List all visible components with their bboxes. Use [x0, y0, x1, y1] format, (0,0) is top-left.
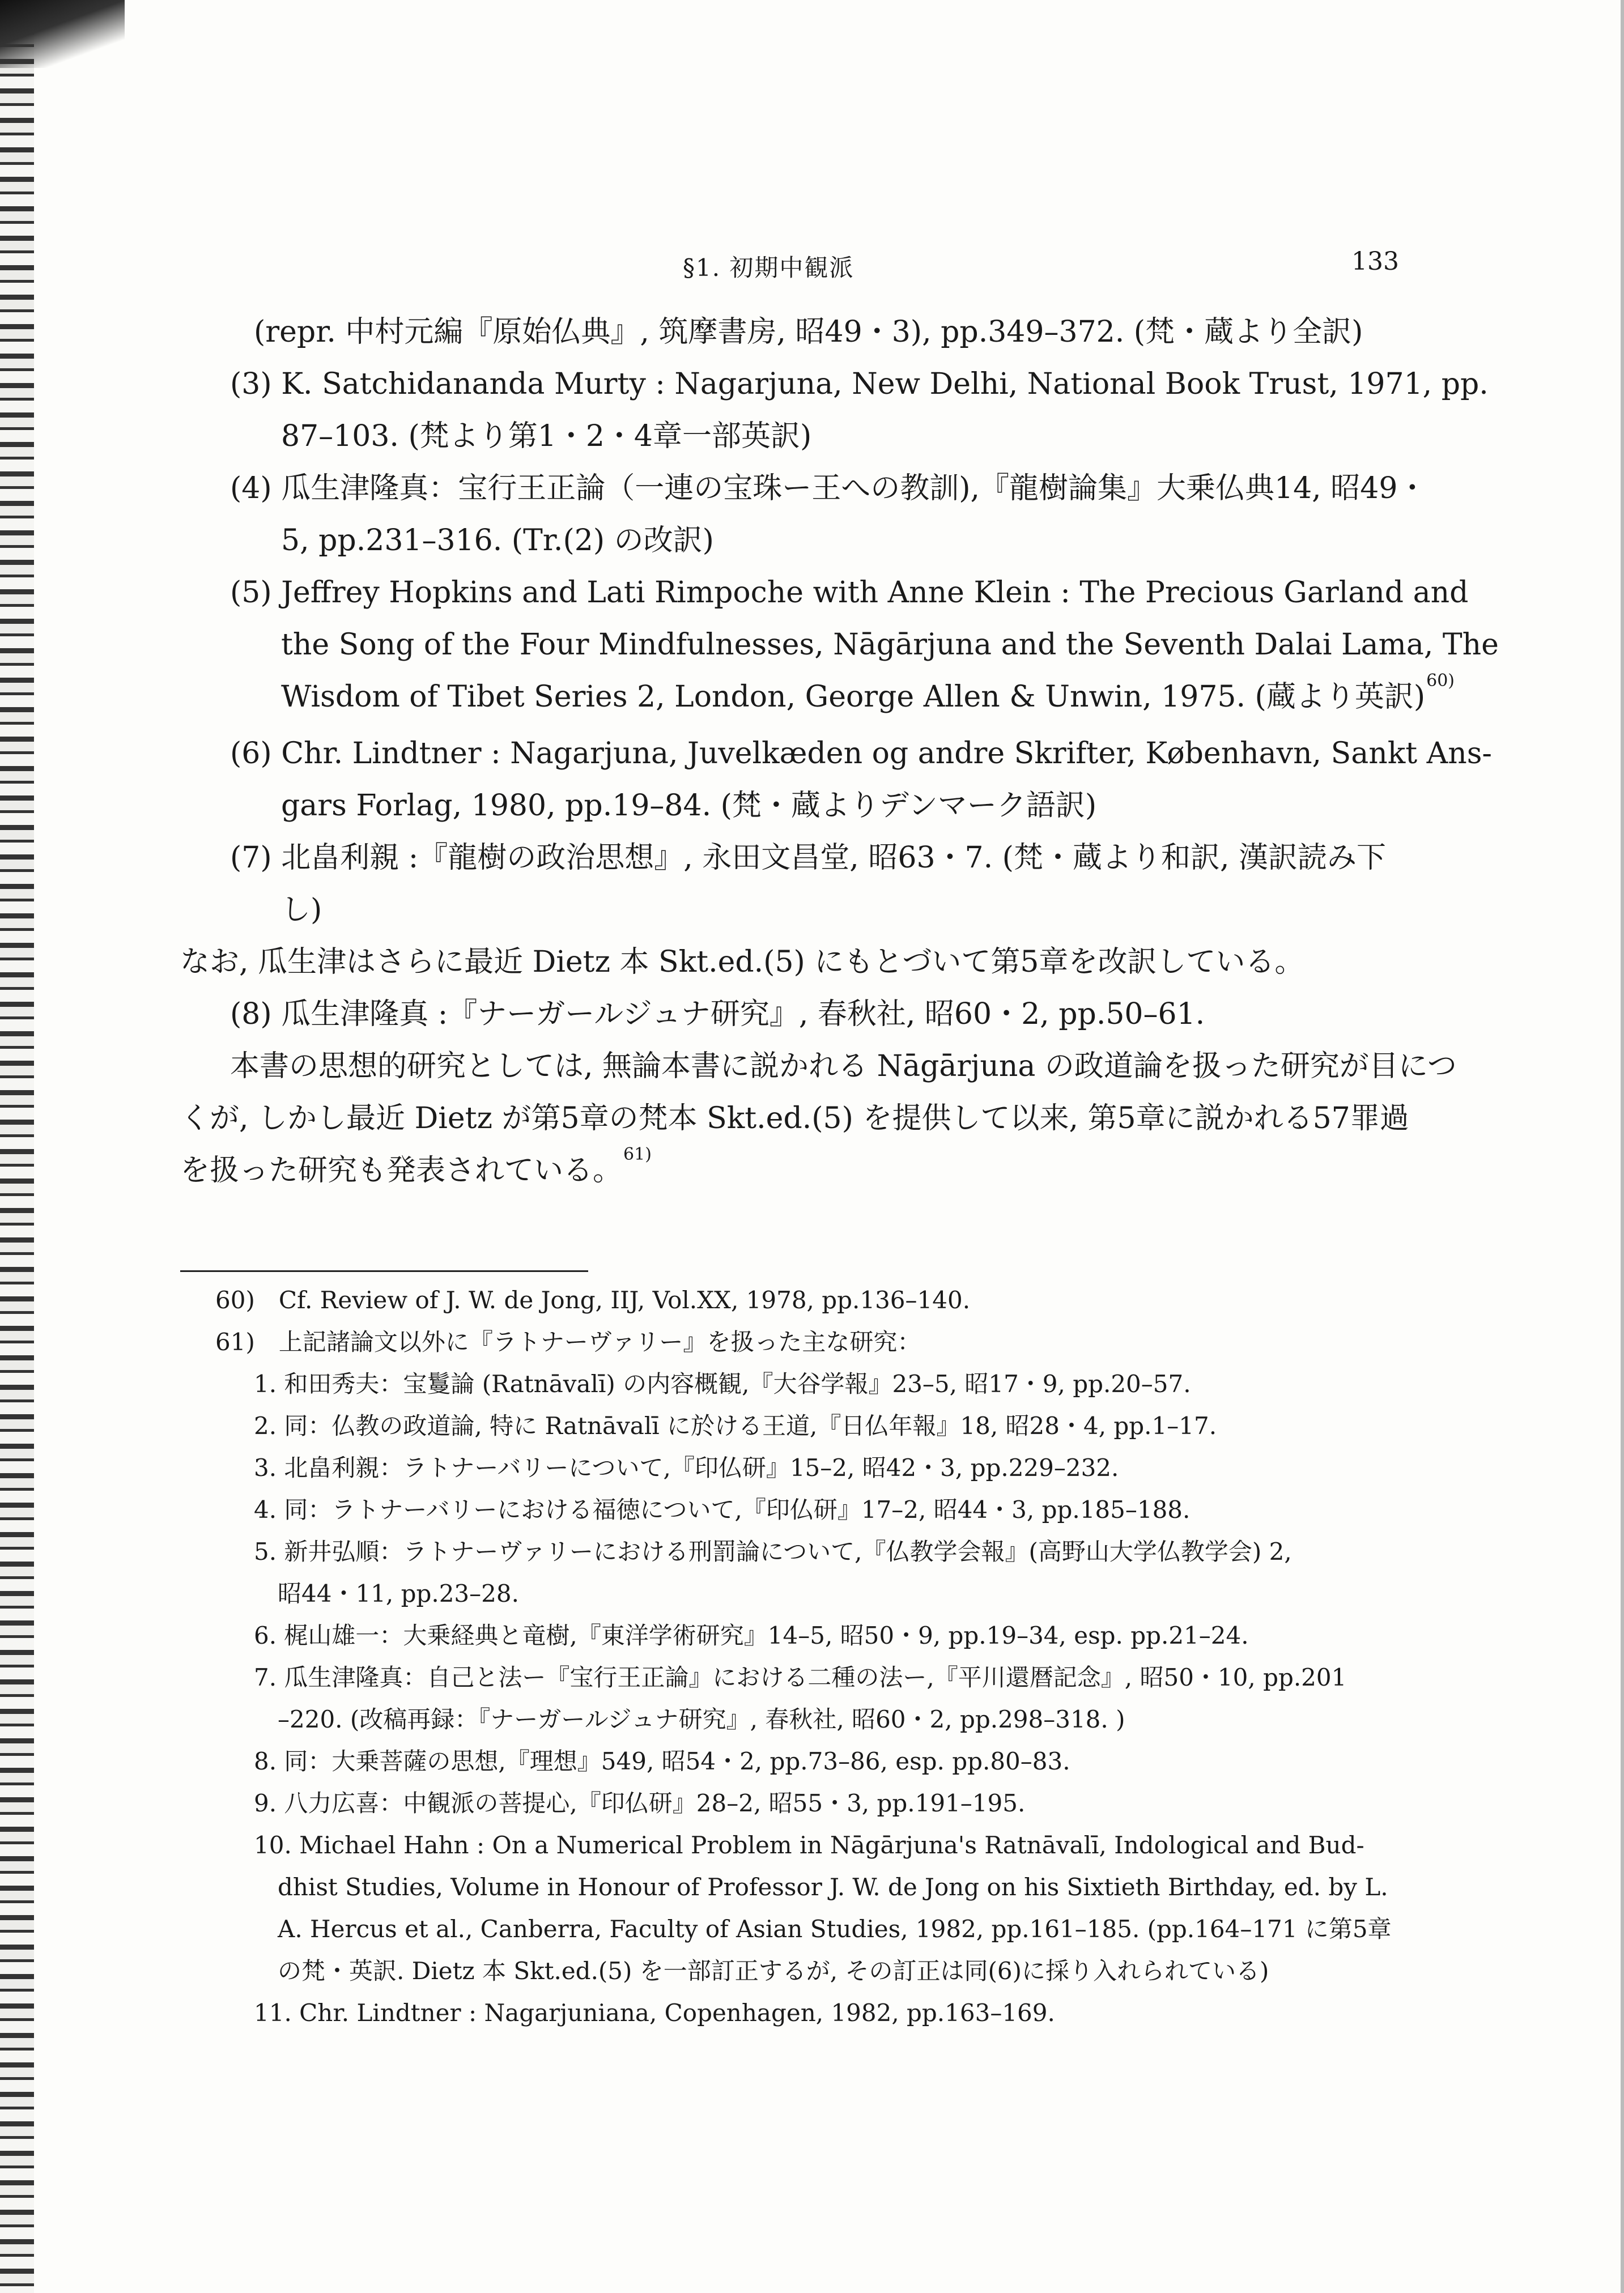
footnote-61-item-cont: A. Hercus et al., Canberra, Faculty of Asian Studies, 1982, pp.161–185. (pp.164–171 に第5章	[278, 1915, 1392, 1943]
footnote-61-item: 9. 八力広喜：中観派の菩提心,『印仏研』28–2, 昭55・3, pp.191–195.	[254, 1789, 1026, 1817]
running-head: §1. 初期中観派	[683, 254, 854, 282]
page-number: 133	[1351, 247, 1399, 276]
footnote-61-item: 11. Chr. Lindtner : Nagarjuniana, Copenhagen, 1982, pp.163–169.	[254, 1999, 1055, 2027]
footnote-61-item-cont: の梵・英訳. Dietz 本 Skt.ed.(5) を一部訂正するが, その訂正は同(6)に採り入れられている)	[278, 1957, 1269, 1985]
text-line: (4) 瓜生津隆真：宝行王正論（一連の宝珠ー王への教訓),『龍樹論集』大乗仏典14, 昭49・	[230, 471, 1427, 505]
footnote-61-item: 5. 新井弘順：ラトナーヴァリーにおける刑罰論について,『仏教学会報』(高野山大学仏教学会) 2,	[254, 1538, 1292, 1565]
text-line: the Song of the Four Mindfulnesses, Nāgārjuna and the Seventh Dalai Lama, The	[281, 628, 1499, 662]
footnote-61-item: 3. 北畠利親：ラトナーバリーについて,『印仏研』15–2, 昭42・3, pp.229–232.	[254, 1454, 1119, 1482]
text-line	[180, 671, 1455, 728]
footnote-61-item: 10. Michael Hahn : On a Numerical Problem in Nāgārjuna's Ratnāvalī, Indological and Bud-	[254, 1831, 1364, 1859]
main-text	[180, 306, 1499, 1201]
footnote-61-item-cont: 昭44・11, pp.23–28.	[278, 1580, 519, 1607]
text-line: なお, 瓜生津はさらに最近 Dietz 本 Skt.ed.(5) にもとづいて第5章を改訳している。	[180, 945, 1304, 979]
text-line	[180, 1145, 1387, 1201]
footnote-61-item: 4. 同：ラトナーバリーにおける福徳について,『印仏研』17–2, 昭44・3, pp.185–188.	[254, 1496, 1191, 1524]
footnotes	[215, 1279, 1394, 2034]
footnote-61-item: 1. 和田秀夫：宝鬘論 (Ratnāvalī) の内容概観,『大谷学報』23–5, 昭17・9, pp.20–57.	[254, 1370, 1191, 1398]
footnote-60: 60) Cf. Review of J. W. de Jong, IIJ, Vol.XX, 1978, pp.136–140.	[215, 1286, 971, 1314]
text-line-content: Wisdom of Tibet Series 2, London, George Allen & Unwin, 1975. (蔵より英訳)	[281, 680, 1426, 714]
footnote-ref-61: 61)	[623, 1145, 652, 1164]
footnote-61: 61) 上記諸論文以外に『ラトナーヴァリー』を扱った主な研究：	[215, 1328, 921, 1356]
text-line-content: を扱った研究も発表されている。	[180, 1154, 623, 1188]
text-line: (repr. 中村元編『原始仏典』, 筑摩書房, 昭49・3), pp.349–372. (梵・蔵より全訳)	[254, 315, 1363, 349]
footnote-61-item-cont: dhist Studies, Volume in Honour of Professor J. W. de Jong on his Sixtieth Birthday, ed. by L.	[278, 1873, 1388, 1901]
text-line: (7) 北畠利親 :『龍樹の政治思想』, 永田文昌堂, 昭63・7. (梵・蔵より和訳, 漢訳読み下	[230, 841, 1387, 875]
footnote-divider	[180, 1270, 588, 1272]
footnote-61-item: 6. 梶山雄一：大乗経典と竜樹,『東洋学術研究』14–5, 昭50・9, pp.19–34, esp. pp.21–24.	[254, 1622, 1249, 1649]
footnote-61-item: 2. 同：仏教の政道論, 特に Ratnāvalī に於ける王道,『日仏年報』18, 昭28・4, pp.1–17.	[254, 1412, 1217, 1440]
text-line: し)	[281, 893, 322, 927]
text-line: (3) K. Satchidananda Murty : Nagarjuna, New Delhi, National Book Trust, 1971, pp.	[230, 367, 1489, 401]
text-line: (5) Jeffrey Hopkins and Lati Rimpoche with Anne Klein : The Precious Garland and	[230, 576, 1469, 610]
text-line: くが, しかし最近 Dietz が第5章の梵本 Skt.ed.(5) を提供して以来, 第5章に説かれる57罪過	[180, 1101, 1409, 1135]
footnote-ref-60: 60)	[1426, 671, 1455, 691]
text-line: (6) Chr. Lindtner : Nagarjuna, Juvelkæden og andre Skrifter, København, Sankt Ans-	[230, 737, 1492, 771]
text-line: 本書の思想的研究としては, 無論本書に説かれる Nāgārjuna の政道論を扱った研究が目につ	[230, 1049, 1457, 1083]
footnote-61-item: 7. 瓜生津隆真：自己と法ー『宝行王正論』における二種の法ー,『平川還暦記念』, 昭50・10, pp.201	[254, 1664, 1347, 1691]
text-line: gars Forlag, 1980, pp.19–84. (梵・蔵よりデンマーク語訳)	[281, 789, 1097, 823]
footnote-61-item-cont: –220. (改稿再録：『ナーガールジュナ研究』, 春秋社, 昭60・2, pp.298–318. )	[278, 1705, 1125, 1733]
text-line: 87–103. (梵より第1・2・4章一部英訳)	[281, 419, 812, 453]
text-line: (8) 瓜生津隆真 :『ナーガールジュナ研究』, 春秋社, 昭60・2, pp.50–61.	[230, 997, 1205, 1031]
text-line: 5, pp.231–316. (Tr.(2) の改訳)	[281, 524, 714, 558]
footnote-61-item: 8. 同：大乗菩薩の思想,『理想』549, 昭54・2, pp.73–86, esp. pp.80–83.	[254, 1747, 1070, 1775]
